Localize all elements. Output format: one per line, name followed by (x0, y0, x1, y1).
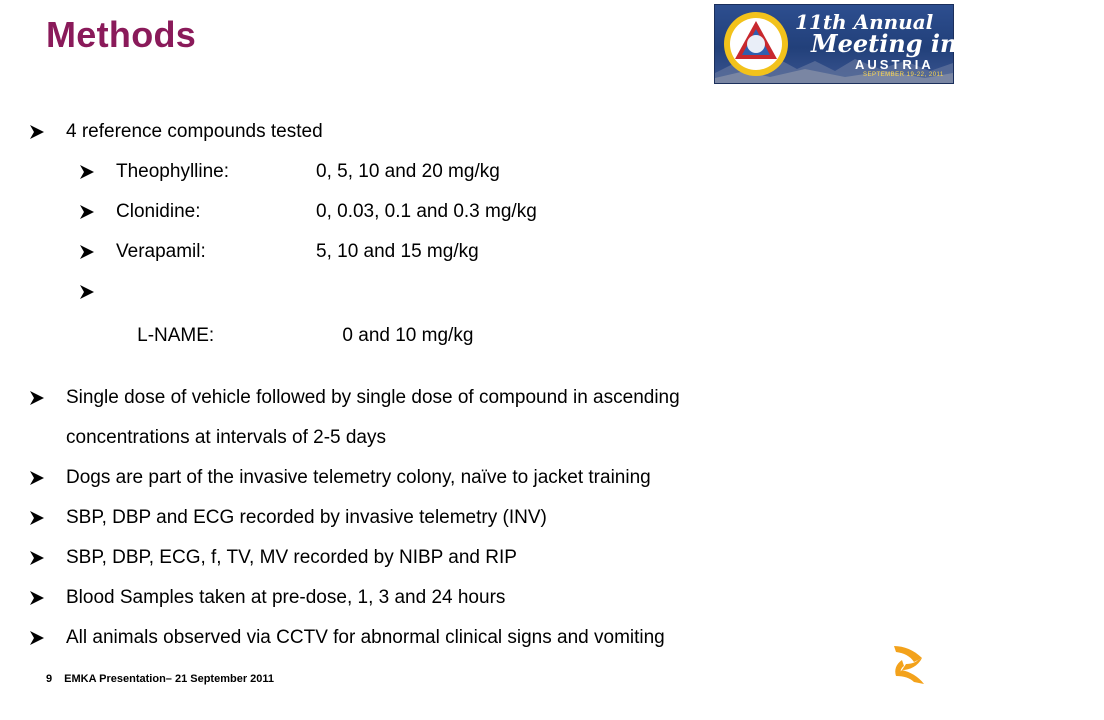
arrow-bullet-icon (80, 165, 94, 179)
conference-country: AUSTRIA (855, 57, 934, 72)
astrazeneca-logo-icon (884, 640, 932, 688)
arrow-bullet-icon (30, 471, 44, 485)
compound-dose: 0 and 10 mg/kg (337, 325, 474, 346)
bullet-text: Blood Samples taken at pre-dose, 1, 3 and 24 hours (66, 587, 506, 608)
arrow-bullet-icon (80, 285, 94, 299)
bullet-invasive-telemetry (30, 507, 930, 529)
arrow-bullet-icon (30, 631, 44, 645)
bullet-dogs (30, 467, 930, 489)
subbullet-verapamil (30, 241, 930, 263)
compound-name: L-NAME: (137, 325, 215, 346)
arrow-bullet-icon (30, 591, 44, 605)
arrow-bullet-icon (80, 205, 94, 219)
bullet-text: All animals observed via CCTV for abnormal clinical signs and vomiting (66, 627, 665, 648)
bullet-text: SBP, DBP, ECG, f, TV, MV recorded by NIBP and RIP (66, 547, 517, 568)
subbullet-lname (30, 281, 930, 369)
subbullet-clonidine (30, 201, 930, 223)
compound-name: Clonidine: (116, 201, 201, 222)
compound-dose: 5, 10 and 15 mg/kg (316, 241, 479, 262)
conference-logo-banner (714, 4, 1104, 84)
page-number: 9 (46, 673, 53, 685)
arrow-bullet-icon (30, 125, 44, 139)
compound-dose: 0, 0.03, 0.1 and 0.3 mg/kg (316, 201, 537, 222)
bullet-text: SBP, DBP and ECG recorded by invasive telemetry (INV) (66, 507, 547, 528)
bullet-dosing (30, 387, 930, 409)
arrow-bullet-icon (80, 245, 94, 259)
footer-text: EMKA Presentation– 21 September 2011 (64, 673, 275, 685)
slide-footer (46, 673, 274, 685)
society-seal-icon (723, 11, 789, 77)
bullet-text: 4 reference compounds tested (66, 121, 323, 142)
bullet-dosing-continued (30, 427, 930, 449)
slide-title: Methods (46, 14, 197, 55)
bullet-nibp-rip (30, 547, 930, 569)
conference-title-line1: 11th Annual (795, 10, 934, 34)
arrow-bullet-icon (30, 551, 44, 565)
bullet-blood-samples (30, 587, 930, 609)
arrow-bullet-icon (30, 391, 44, 405)
compound-dose: 0, 5, 10 and 20 mg/kg (316, 161, 500, 182)
bullet-cctv (30, 627, 930, 649)
bullet-text: Single dose of vehicle followed by single dose of compound in ascending (66, 387, 680, 408)
compound-name: Theophylline: (116, 161, 230, 182)
subbullet-theophylline (30, 161, 930, 183)
bullet-text: Dogs are part of the invasive telemetry colony, naïve to jacket training (66, 467, 651, 488)
conference-dates: SEPTEMBER 19-22, 2011 (863, 72, 944, 78)
conference-title-line2: Meeting in Innsbruck (811, 29, 1104, 58)
arrow-bullet-icon (30, 511, 44, 525)
bullet-list (30, 112, 930, 649)
conference-title-text (795, 10, 1104, 58)
compound-name: Verapamil: (116, 241, 206, 262)
bullet-text: concentrations at intervals of 2-5 days (66, 427, 387, 448)
bullet-compounds (30, 121, 930, 143)
